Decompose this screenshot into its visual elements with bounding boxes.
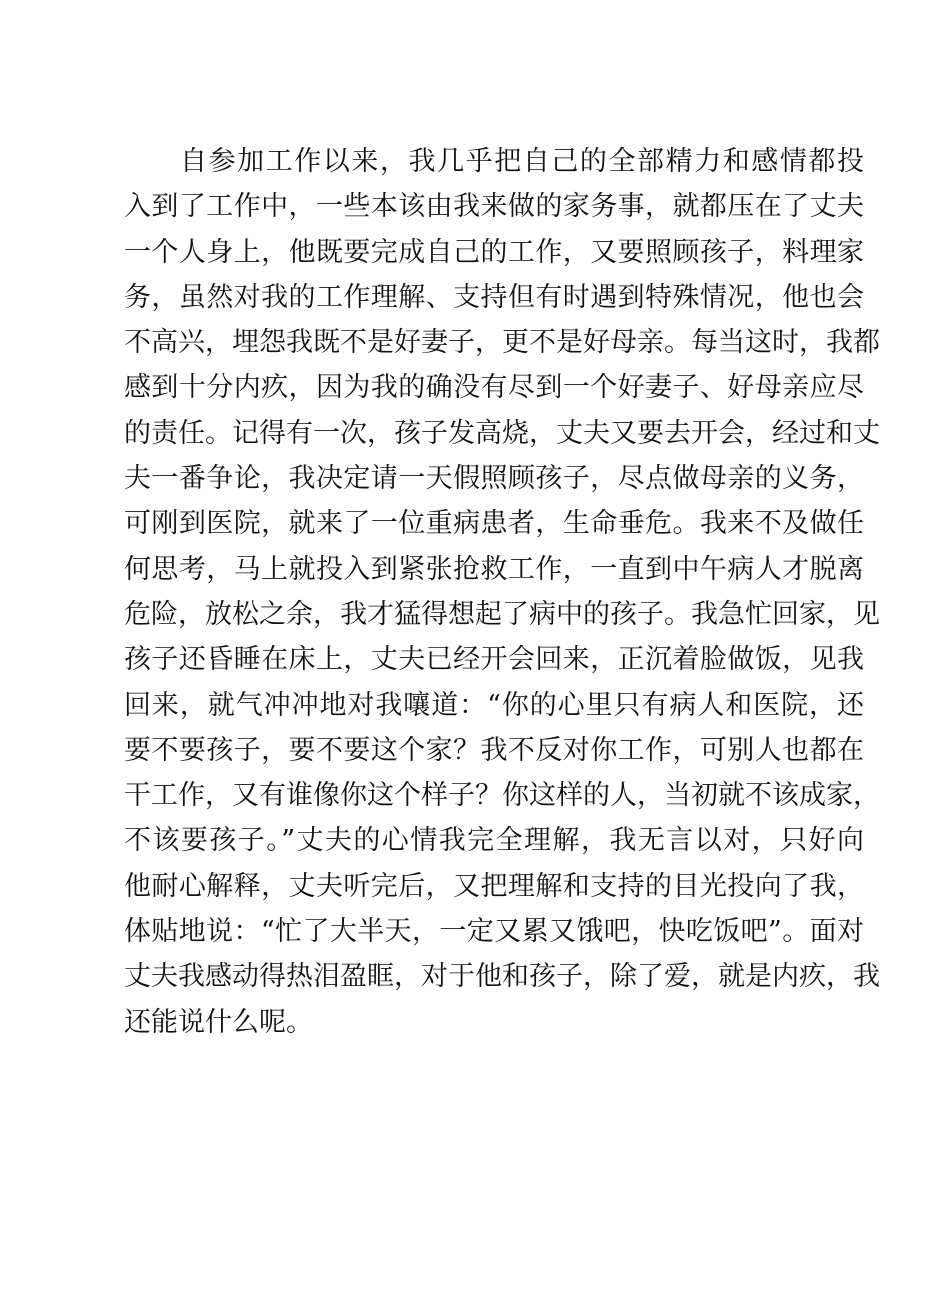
text-line: 何思考，马上就投入到紧张抢救工作，一直到中午病人才脱离 xyxy=(124,553,864,585)
text-line: 丈夫我感动得热泪盈眶，对于他和孩子，除了爱，就是内疚，我 xyxy=(124,961,880,993)
text-line: 夫一番争论，我决定请一天假照顾孩子，尽点做母亲的义务， xyxy=(124,463,864,495)
text-line: 入到了工作中，一些本该由我来做的家务事，就都压在了丈夫 xyxy=(124,191,864,223)
text-line: 干工作，又有谁像你这个样子？你这样的人，当初就不该成家， xyxy=(124,780,880,812)
text-line: 不高兴，埋怨我既不是好妻子，更不是好母亲。每当这时，我都 xyxy=(124,327,880,359)
text-line: 自参加工作以来，我几乎把自己的全部精力和感情都投 xyxy=(180,146,864,177)
text-line: 可刚到医院，就来了一位重病患者，生命垂危。我来不及做任 xyxy=(124,508,864,540)
text-line: 感到十分内疚，因为我的确没有尽到一个好妻子、好母亲应尽 xyxy=(124,372,864,404)
text-line: 要不要孩子，要不要这个家？我不反对你工作，可别人也都在 xyxy=(124,734,864,766)
body-paragraph xyxy=(124,139,880,1045)
text-line: 回来，就气冲冲地对我嚷道：“你的心里只有病人和医院，还 xyxy=(124,689,864,721)
text-line: 不该要孩子。”丈夫的心情我完全理解，我无言以对，只好向 xyxy=(124,825,864,857)
text-line: 体贴地说：“忙了大半天，一定又累又饿吧，快吃饭吧”。面对 xyxy=(124,916,864,948)
text-line: 务，虽然对我的工作理解、支持但有时遇到特殊情况，他也会 xyxy=(124,281,864,313)
text-line: 孩子还昏睡在床上，丈夫已经开会回来，正沉着脸做饭，见我 xyxy=(124,644,864,676)
text-line: 还能说什么呢。 xyxy=(124,1006,313,1038)
text-line: 的责任。记得有一次，孩子发高烧，丈夫又要去开会，经过和丈 xyxy=(124,417,880,449)
text-line: 一个人身上，他既要完成自己的工作，又要照顾孩子，料理家 xyxy=(124,236,864,268)
text-line: 危险，放松之余，我才猛得想起了病中的孩子。我急忙回家，见 xyxy=(124,598,880,630)
text-line: 他耐心解释，丈夫听完后，又把理解和支持的目光投向了我， xyxy=(124,870,864,902)
